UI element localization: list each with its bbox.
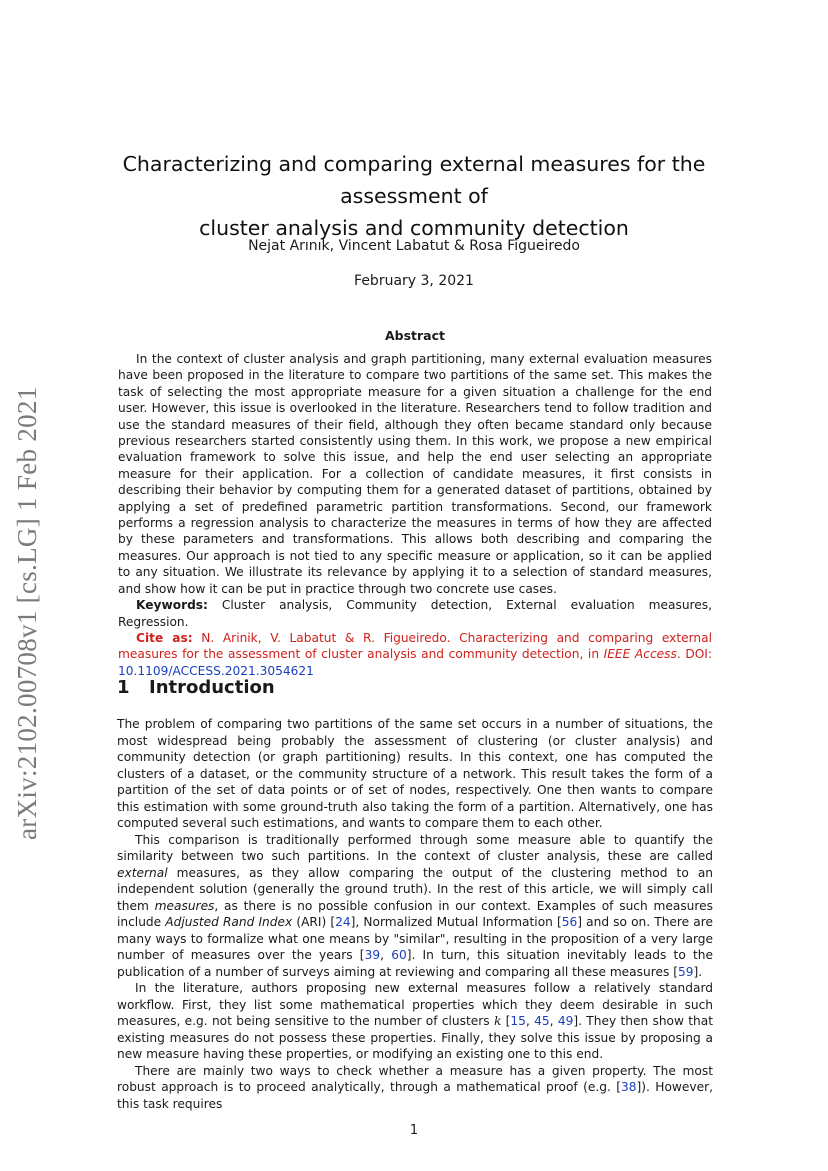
keywords-text: Cluster analysis, Community detection, External evaluation measures, Regression. <box>118 598 713 629</box>
paper-title <box>70 148 758 244</box>
introduction-body <box>117 716 713 1112</box>
text-run: , as there is no possible confusion in our context. Examples of such measures include <box>117 898 713 929</box>
emphasis: Adjusted Rand Index <box>165 915 293 929</box>
text-run: ]). However, this task requires <box>117 1080 713 1111</box>
cite-doi-label: . DOI: <box>676 647 712 662</box>
citation-line <box>118 630 712 679</box>
text-run: , <box>549 1014 558 1028</box>
citation-link[interactable]: 39 <box>364 948 381 962</box>
page-number: 1 <box>409 1123 419 1138</box>
keywords-line <box>118 597 712 630</box>
cite-label: Cite as: <box>136 630 193 645</box>
arxiv-identifier-stamp: arXiv:2102.00708v1 [cs.LG] 1 Feb 2021 <box>12 386 42 840</box>
paragraph <box>117 1063 713 1113</box>
publication-date: February 3, 2021 <box>354 273 474 289</box>
citation-link[interactable]: 15 <box>510 1014 526 1028</box>
text-run: , <box>380 948 392 962</box>
citation-link[interactable]: 56 <box>561 915 578 929</box>
citation-link[interactable]: 38 <box>621 1080 637 1094</box>
section-heading-introduction <box>117 676 275 700</box>
cite-text[interactable]: N. Arinik, V. Labatut & R. Figueiredo. Characterizing and comparing external measures for the assessment of cluster analysis and community detection, in <box>118 630 713 662</box>
paragraph <box>117 980 713 1063</box>
text-run: ]. In turn, this situation inevitably leads to the publication of a number of surveys aiming at reviewing and comparing all these measures [ <box>117 948 714 979</box>
math-variable: k <box>493 1014 502 1028</box>
text-run: (ARI) [ <box>296 915 336 929</box>
text-run: In the literature, authors proposing new external measures follow a relatively standard workflow. First, they list some mathematical properties which they deem desirable in such measures, e.g. not being sensitive to the number of clusters <box>117 981 713 1028</box>
author-list: Nejat Arınık, Vincent Labatut & Rosa Figueiredo <box>248 238 580 254</box>
text-run: ]. They then show that existing measures do not possess these properties. Finally, they solve this issue by proposing a new measure having these properties, or modifying an existing one to this end. <box>117 1014 714 1061</box>
abstract-heading: Abstract <box>384 328 446 343</box>
section-title: Introduction <box>149 677 275 698</box>
paragraph <box>117 832 713 981</box>
emphasis: external <box>117 865 168 880</box>
citation-link[interactable]: 60 <box>391 948 407 962</box>
citation-link[interactable]: 24 <box>335 915 351 929</box>
abstract-text: In the context of cluster analysis and graph partitioning, many external evaluation measures have been proposed in the literature to compare two partitions of the same set. This makes the task of selecting the most appropriate measure for a given situation a challenge for the end user. However, this issue is overlooked in the literature. Researchers tend to follow tradition and use the standard measures of their field, although they often became standard only because previous researchers started consistently using them. In this work, we propose a new empirical evaluation framework to solve this issue, and help the end user selecting an appropriate measure for their application. For a collection of candidate measures, it first consists in describing their behavior by computing them for a generated dataset of partitions, obtained by applying a set of predefined parametric partition transformations. Second, our framework performs a regression analysis to characterize the measures in terms of how they are affected by these parameters and transformations. This allows both describing and comparing the measures. Our approach is not tied to any specific measure or application, so it can be applied to any situation. We illustrate its relevance by applying it to a selection of standard measures, and show how it can be put in practice through two concrete use cases. <box>118 352 712 596</box>
doi-link[interactable]: 10.1109/ACCESS.2021.3054621 <box>118 663 314 678</box>
paragraph: The problem of comparing two partitions of the same set occurs in a number of situations, the most widespread being probably the assessment of clustering (or cluster analysis) and community detection (or graph partitioning) results. In this context, one has computed the clusters of a dataset, or the community structure of a network. This result takes the form of a partition of the set of data points or of set of nodes, respectively. One then wants to compare this estimation with some ground-truth also taking the form of a partition. Alternatively, one has computed several such estimations, and wants to compare them to each other. <box>117 717 713 830</box>
title-line: Characterizing and comparing external measures for the assessment of <box>122 152 706 208</box>
text-run: ]. <box>693 964 703 979</box>
text-run: This comparison is traditionally performed through some measure able to quantify the similarity between two such partitions. In the context of cluster analysis, these are called <box>117 832 713 863</box>
citation-link[interactable]: 49 <box>557 1014 574 1028</box>
title-line: cluster analysis and community detection <box>199 216 629 240</box>
text-run: There are mainly two ways to check whether a measure has a given property. The most robust approach is to proceed analytically, through a mathematical proof (e.g. [ <box>117 1063 713 1094</box>
cite-journal[interactable]: IEEE Access <box>603 647 677 662</box>
abstract-block <box>118 351 712 679</box>
citation-link[interactable]: 45 <box>534 1014 550 1028</box>
keywords-label: Keywords: <box>136 598 208 613</box>
emphasis: measures <box>154 898 215 913</box>
text-run: ], Normalized Mutual Information [ <box>350 915 562 929</box>
citation-link[interactable]: 59 <box>677 964 694 979</box>
text-run: [ <box>501 1014 511 1028</box>
section-number: 1 <box>117 677 130 698</box>
text-run: ] and so on. There are many ways to formalize what one means by "similar", resulting in the proposition of a very large number of measures over the years [ <box>117 915 713 962</box>
text-run: , <box>525 1014 535 1028</box>
text-run: measures, as they allow comparing the output of the clustering method to an independent solution (generally the ground truth). In the rest of this article, we will simply call them <box>117 865 714 913</box>
